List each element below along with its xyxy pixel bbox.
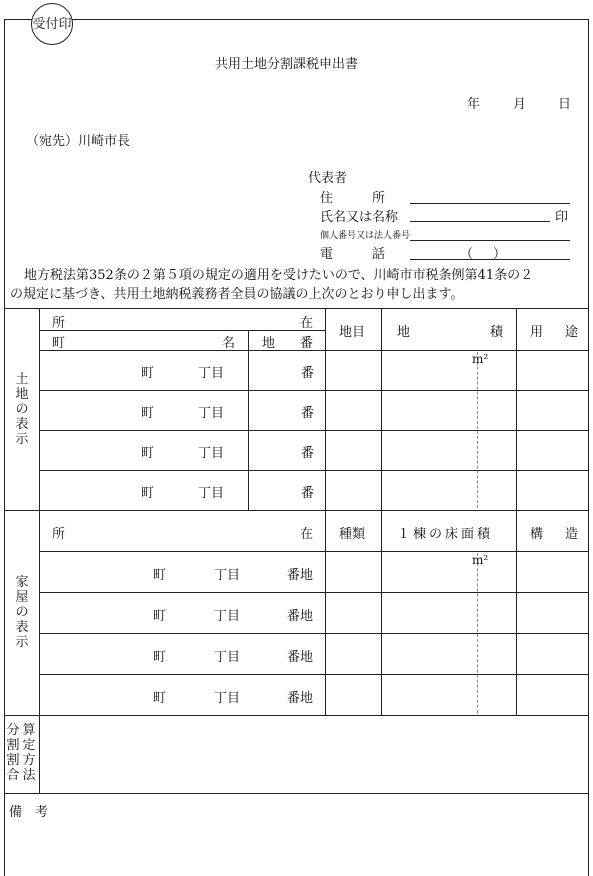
remarks-field[interactable] xyxy=(5,820,588,875)
land-header-chi: 地 xyxy=(262,336,276,351)
column-border-1 xyxy=(325,308,326,715)
house-row-3-chome: 丁目 xyxy=(214,650,241,665)
land-header-name: 名 xyxy=(222,336,236,351)
body-text-line-2: の規定に基づき、共用土地納税義務者全員の協議の上次のとおり申し出ます。 xyxy=(10,287,464,302)
house-row-1-cho: 町 xyxy=(153,568,167,583)
land-header-location: 所 xyxy=(52,316,66,331)
id-number-field[interactable] xyxy=(410,240,570,241)
body-text-line-1: 地方税法第352条の２第５項の規定の適用を受けたいので、川崎市市税条例第41条の２ xyxy=(24,268,534,283)
land-row-3-chome: 丁目 xyxy=(198,446,225,461)
calc-method-field[interactable] xyxy=(40,716,588,792)
house-header-bottom xyxy=(39,551,589,552)
phone-field[interactable] xyxy=(410,259,570,260)
house-header-location: 所 xyxy=(52,527,66,542)
house-row-1-chome: 丁目 xyxy=(214,568,241,583)
house-area-unit: m² xyxy=(472,553,489,567)
calc-method-label: 算定方法 xyxy=(22,723,36,783)
name-label: 氏名又は名称 xyxy=(320,210,399,225)
column-border-2 xyxy=(381,308,382,715)
land-header-area-2: 積 xyxy=(490,325,504,340)
addressee: （宛先）川崎市長 xyxy=(26,134,131,149)
column-border-3 xyxy=(516,308,517,715)
date-month: 月 xyxy=(513,97,527,112)
house-row-1-banchi: 番地 xyxy=(287,568,314,583)
land-side-label: 土地の表示 xyxy=(15,372,29,447)
house-row-line-1 xyxy=(39,592,589,593)
land-row-3-cho: 町 xyxy=(141,446,155,461)
phone-label: 電 話 xyxy=(320,247,386,262)
house-row-2-banchi: 番地 xyxy=(287,609,314,624)
land-area-decimal-line xyxy=(477,352,478,508)
representative-heading: 代表者 xyxy=(308,171,348,186)
date-year: 年 xyxy=(467,97,481,112)
house-header-floor-area: １棟の床面積 xyxy=(397,527,494,542)
land-row-1-cho: 町 xyxy=(141,366,155,381)
id-number-label: 個人番号又は法人番号 xyxy=(320,231,411,241)
date-day: 日 xyxy=(558,97,572,112)
land-row-3-ban: 番 xyxy=(301,446,315,461)
land-row-4-ban: 番 xyxy=(301,486,315,501)
reception-stamp: 受付印 xyxy=(31,3,73,45)
land-row-line-2 xyxy=(39,430,589,431)
land-chiban-border xyxy=(248,330,249,510)
land-row-2-cho: 町 xyxy=(141,406,155,421)
house-header-structure-2: 造 xyxy=(565,527,579,542)
house-area-decimal-line xyxy=(477,553,478,713)
phone-paren-open: （ xyxy=(460,247,474,262)
land-row-4-chome: 丁目 xyxy=(198,486,225,501)
address-label: 住 所 xyxy=(320,191,386,206)
house-row-4-chome: 丁目 xyxy=(214,691,241,706)
land-row-1-ban: 番 xyxy=(301,366,315,381)
land-row-2-chome: 丁目 xyxy=(198,406,225,421)
house-header-structure-1: 構 xyxy=(530,527,544,542)
house-side-label: 家屋の表示 xyxy=(15,575,29,650)
house-row-line-3 xyxy=(39,674,589,675)
house-row-4-banchi: 番地 xyxy=(287,691,314,706)
land-row-line-1 xyxy=(39,390,589,391)
house-row-2-chome: 丁目 xyxy=(214,609,241,624)
house-header-kind: 種類 xyxy=(339,527,366,542)
land-header-use-1: 用 xyxy=(530,325,544,340)
seal-mark: 印 xyxy=(555,210,569,225)
land-header-bottom xyxy=(39,350,589,351)
house-row-3-banchi: 番地 xyxy=(287,650,314,665)
house-header-location-2: 在 xyxy=(300,527,314,542)
house-row-3-cho: 町 xyxy=(153,650,167,665)
land-row-4-cho: 町 xyxy=(141,486,155,501)
table-top-border xyxy=(4,308,589,309)
land-row-2-ban: 番 xyxy=(301,406,315,421)
land-header-use-2: 途 xyxy=(565,325,579,340)
land-header-area-1: 地 xyxy=(397,325,411,340)
land-header-divider xyxy=(39,330,325,331)
land-row-1-chome: 丁目 xyxy=(198,366,225,381)
land-header-location-2: 在 xyxy=(300,316,314,331)
address-field[interactable] xyxy=(410,203,570,204)
house-row-2-cho: 町 xyxy=(153,609,167,624)
method-section-bottom xyxy=(4,793,589,794)
division-ratio-label: 分割割合 xyxy=(6,723,20,783)
land-row-line-3 xyxy=(39,470,589,471)
house-row-line-2 xyxy=(39,633,589,634)
land-area-unit: m² xyxy=(472,352,489,366)
remarks-label: 備 考 xyxy=(9,805,49,820)
house-row-4-cho: 町 xyxy=(153,691,167,706)
land-section-bottom xyxy=(4,510,589,511)
phone-paren-close: ） xyxy=(493,247,507,262)
land-header-chimoku: 地目 xyxy=(339,325,366,340)
land-header-ban: 番 xyxy=(300,336,314,351)
name-field[interactable] xyxy=(410,221,550,222)
land-header-town: 町 xyxy=(52,336,66,351)
form-title: 共用土地分割課税申出書 xyxy=(215,57,359,72)
